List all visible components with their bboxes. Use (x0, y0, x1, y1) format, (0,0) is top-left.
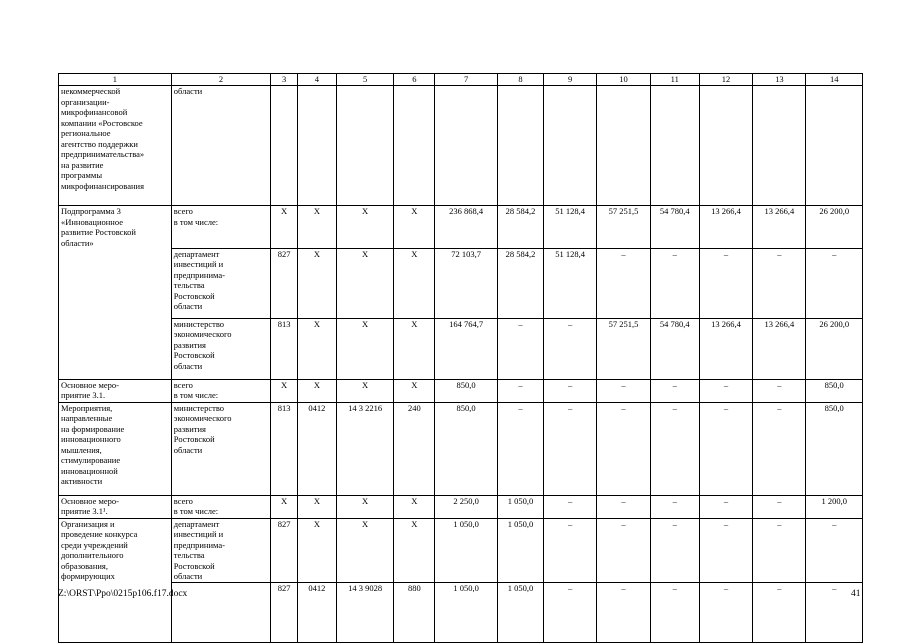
value-cell: X (394, 318, 435, 379)
value-cell: 827 (271, 582, 298, 642)
footer-file-path: Z:\ORST\Ppo\0215p106.f17.docx (58, 589, 188, 599)
executor-cell: области (171, 86, 270, 206)
value-cell: – (650, 495, 699, 518)
value-cell: 0412 (297, 402, 336, 495)
value-cell: – (806, 582, 863, 642)
value-cell: X (336, 379, 393, 402)
program-name-cell: Организация и проведение конкурса среди учреждений дополнительного образования, формирующих (59, 518, 172, 582)
value-cell: 28 584,2 (497, 248, 543, 318)
value-cell: – (650, 379, 699, 402)
value-cell: 51 128,4 (544, 206, 597, 249)
value-cell: 164 764,7 (435, 318, 498, 379)
value-cell: X (336, 206, 393, 249)
value-cell: – (544, 518, 597, 582)
value-cell: X (336, 248, 393, 318)
value-cell: – (753, 248, 806, 318)
value-cell: – (806, 248, 863, 318)
value-cell: – (753, 379, 806, 402)
value-cell: – (497, 379, 543, 402)
program-name-cell: Основное меро- приятие 3.1¹. (59, 495, 172, 518)
value-cell: – (699, 582, 752, 642)
value-cell (271, 86, 298, 206)
value-cell: X (394, 495, 435, 518)
value-cell: – (650, 582, 699, 642)
value-cell: – (497, 318, 543, 379)
value-cell: 240 (394, 402, 435, 495)
header-cell: 13 (753, 74, 806, 86)
header-cell: 12 (699, 74, 752, 86)
value-cell (435, 86, 498, 206)
value-cell: – (699, 518, 752, 582)
value-cell: 54 780,4 (650, 206, 699, 249)
program-name-cell: некоммерческой организации- микрофинансовой компании «Ростовское региональное агентство поддержки предпринимательства» на развитие программы микрофинансирования (59, 86, 172, 206)
value-cell: 14 3 9028 (336, 582, 393, 642)
value-cell: – (753, 495, 806, 518)
executor-cell: всего в том числе: (171, 206, 270, 249)
value-cell: X (297, 248, 336, 318)
value-cell: – (650, 248, 699, 318)
header-cell: 7 (435, 74, 498, 86)
value-cell: 827 (271, 518, 298, 582)
program-name-cell (59, 318, 172, 379)
program-name-cell (59, 248, 172, 318)
value-cell: 880 (394, 582, 435, 642)
value-cell: 2 250,0 (435, 495, 498, 518)
value-cell: – (753, 582, 806, 642)
value-cell: X (297, 518, 336, 582)
value-cell: 51 128,4 (544, 248, 597, 318)
value-cell: – (699, 495, 752, 518)
value-cell (699, 86, 752, 206)
table-row (59, 86, 863, 206)
executor-cell: департамент инвестиций и предпринима- тельства Ростовской области (171, 248, 270, 318)
value-cell: 1 050,0 (497, 495, 543, 518)
value-cell: X (336, 495, 393, 518)
header-cell: 5 (336, 74, 393, 86)
header-cell: 11 (650, 74, 699, 86)
value-cell: 57 251,5 (597, 318, 650, 379)
value-cell: 54 780,4 (650, 318, 699, 379)
value-cell: – (544, 318, 597, 379)
table-body (59, 86, 863, 643)
table-row (59, 318, 863, 379)
value-cell: 1 050,0 (497, 518, 543, 582)
value-cell: 13 266,4 (753, 206, 806, 249)
value-cell: 26 200,0 (806, 206, 863, 249)
header-cell: 14 (806, 74, 863, 86)
value-cell: 26 200,0 (806, 318, 863, 379)
value-cell (336, 86, 393, 206)
value-cell: 28 584,2 (497, 206, 543, 249)
executor-cell: министерство экономического развития Ростовской области (171, 402, 270, 495)
value-cell: 13 266,4 (699, 206, 752, 249)
value-cell: – (544, 402, 597, 495)
value-cell: – (597, 495, 650, 518)
value-cell: 827 (271, 248, 298, 318)
header-row (59, 74, 863, 86)
value-cell: X (297, 206, 336, 249)
value-cell: 0412 (297, 582, 336, 642)
value-cell: X (394, 379, 435, 402)
value-cell: 72 103,7 (435, 248, 498, 318)
value-cell: – (699, 379, 752, 402)
table-row (59, 379, 863, 402)
value-cell: X (271, 206, 298, 249)
value-cell: 1 050,0 (435, 582, 498, 642)
header-cell: 8 (497, 74, 543, 86)
header-cell: 4 (297, 74, 336, 86)
value-cell (597, 86, 650, 206)
program-name-cell: Мероприятия, направленные на формирование инновационного мышления, стимулирование инновационной активности (59, 402, 172, 495)
executor-cell: всего в том числе: (171, 495, 270, 518)
value-cell: – (544, 495, 597, 518)
value-cell (650, 86, 699, 206)
value-cell (806, 86, 863, 206)
page-number: 41 (851, 589, 861, 599)
table-row (59, 518, 863, 582)
value-cell: – (544, 582, 597, 642)
value-cell: 850,0 (806, 402, 863, 495)
header-cell: 1 (59, 74, 172, 86)
value-cell: – (497, 402, 543, 495)
executor-cell: министерство экономического развития Ростовской области (171, 318, 270, 379)
value-cell: X (297, 318, 336, 379)
value-cell: – (597, 402, 650, 495)
value-cell: 57 251,5 (597, 206, 650, 249)
header-cell: 2 (171, 74, 270, 86)
value-cell: – (597, 518, 650, 582)
value-cell: – (544, 379, 597, 402)
value-cell: X (394, 518, 435, 582)
budget-table (58, 73, 863, 643)
value-cell: X (394, 206, 435, 249)
value-cell: 813 (271, 402, 298, 495)
value-cell: 1 200,0 (806, 495, 863, 518)
value-cell: – (597, 379, 650, 402)
value-cell: – (806, 518, 863, 582)
header-cell: 10 (597, 74, 650, 86)
value-cell: X (394, 248, 435, 318)
value-cell: 1 050,0 (497, 582, 543, 642)
value-cell: – (597, 582, 650, 642)
value-cell: – (650, 518, 699, 582)
value-cell: X (336, 318, 393, 379)
value-cell: 1 050,0 (435, 518, 498, 582)
value-cell: 13 266,4 (699, 318, 752, 379)
program-name-cell: Подпрограмма 3 «Инновационное развитие Ростовской области» (59, 206, 172, 249)
value-cell: – (753, 518, 806, 582)
table-row (59, 206, 863, 249)
value-cell: – (597, 248, 650, 318)
header-cell: 6 (394, 74, 435, 86)
value-cell (753, 86, 806, 206)
executor-cell: всего в том числе: (171, 379, 270, 402)
value-cell: 850,0 (806, 379, 863, 402)
program-name-cell: Основное меро- приятие 3.1. (59, 379, 172, 402)
table-row (59, 248, 863, 318)
value-cell: – (699, 402, 752, 495)
header-cell: 3 (271, 74, 298, 86)
value-cell (394, 86, 435, 206)
value-cell: X (336, 518, 393, 582)
value-cell: 13 266,4 (753, 318, 806, 379)
value-cell (297, 86, 336, 206)
value-cell: – (650, 402, 699, 495)
table-row (59, 402, 863, 495)
value-cell (497, 86, 543, 206)
value-cell: – (699, 248, 752, 318)
value-cell: 813 (271, 318, 298, 379)
value-cell: 236 868,4 (435, 206, 498, 249)
value-cell: X (271, 379, 298, 402)
executor-cell: департамент инвестиций и предпринима- тельства Ростовской области (171, 518, 270, 582)
header-cell: 9 (544, 74, 597, 86)
value-cell: 850,0 (435, 402, 498, 495)
value-cell (544, 86, 597, 206)
value-cell: X (297, 379, 336, 402)
value-cell: 14 3 2216 (336, 402, 393, 495)
table-row (59, 495, 863, 518)
value-cell: – (753, 402, 806, 495)
value-cell: 850,0 (435, 379, 498, 402)
value-cell: X (297, 495, 336, 518)
value-cell: X (271, 495, 298, 518)
